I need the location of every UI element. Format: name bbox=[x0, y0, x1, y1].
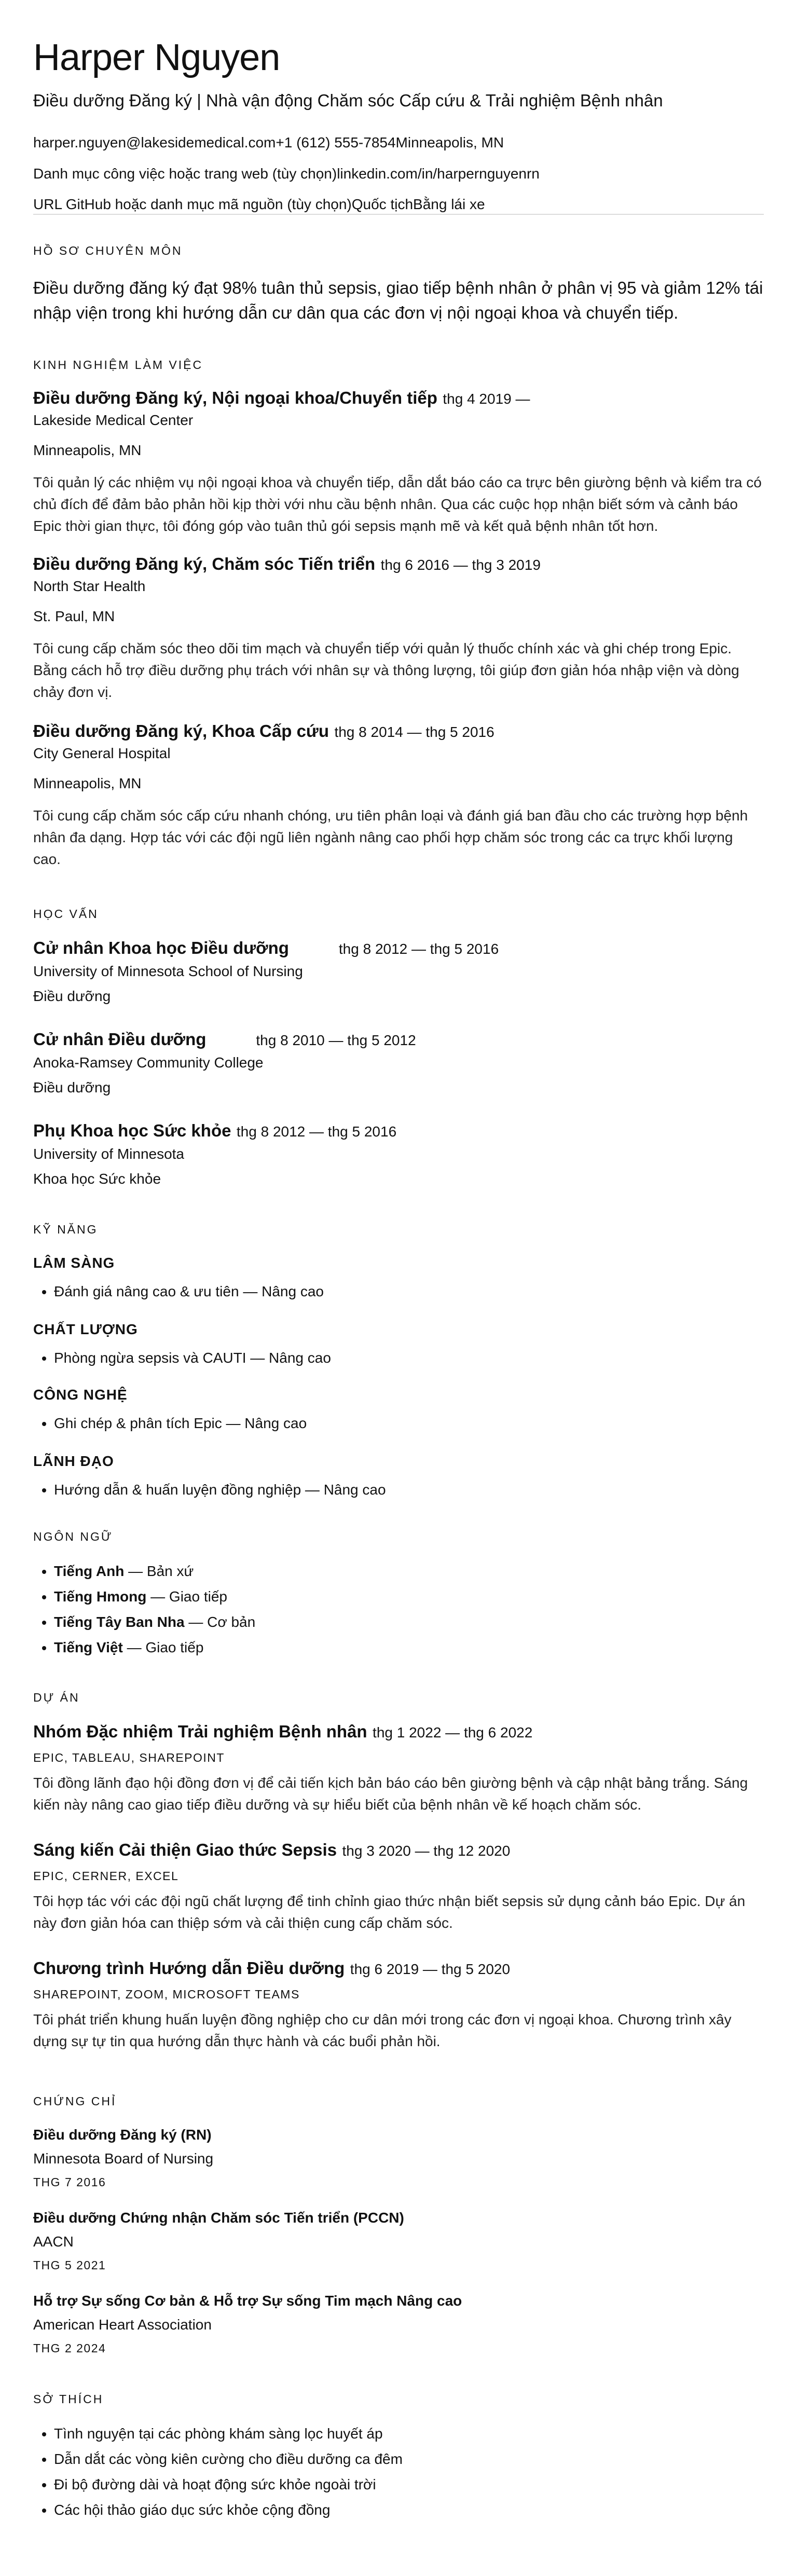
project-title: Nhóm Đặc nhiệm Trải nghiệm Bệnh nhân bbox=[33, 1722, 367, 1741]
certification-item bbox=[33, 2210, 764, 2272]
education-item bbox=[33, 1121, 764, 1189]
language-name: Tiếng Tây Ban Nha bbox=[54, 1614, 185, 1630]
skill-category: LÃNH ĐẠO bbox=[33, 1453, 114, 1469]
school-name: University of Minnesota School of Nursing bbox=[33, 963, 303, 979]
job-title: Điều dưỡng Đăng ký, Khoa Cấp cứu bbox=[33, 721, 329, 741]
language-level: — Cơ bản bbox=[188, 1614, 256, 1630]
project-dates: thg 3 2020 — thg 12 2020 bbox=[342, 1843, 511, 1859]
skill-group bbox=[33, 1255, 764, 1304]
degree-dates: thg 8 2012 — thg 5 2016 bbox=[236, 1123, 397, 1140]
skill-category: CÔNG NGHỆ bbox=[33, 1387, 128, 1403]
project-title: Sáng kiến Cải thiện Giao thức Sepsis bbox=[33, 1840, 337, 1859]
language-level: — Giao tiếp bbox=[150, 1588, 228, 1605]
project-description: Tôi đồng lãnh đạo hội đồng đơn vị để cải tiến kịch bản báo cáo bên giường bệnh và cập nhật bảng trắng. Sáng kiến này nâng cao giao tiếp điều dưỡng và sự hiểu biết của bệnh nhân về kế hoạch chăm sóc. bbox=[33, 1775, 748, 1813]
language-level: — Bản xứ bbox=[128, 1563, 194, 1579]
field-of-study: Điều dưỡng bbox=[33, 988, 111, 1005]
field-of-study: Điều dưỡng bbox=[33, 1079, 111, 1096]
job-dates: thg 8 2014 — thg 5 2016 bbox=[334, 724, 494, 740]
job-employer: Lakeside Medical Center bbox=[33, 412, 194, 428]
language-name: Tiếng Anh bbox=[54, 1563, 125, 1579]
degree-title: Phụ Khoa học Sức khỏe bbox=[33, 1121, 231, 1140]
job-dates: thg 4 2019 — bbox=[443, 391, 530, 407]
header-divider bbox=[33, 214, 764, 215]
contact-row-2 bbox=[33, 165, 764, 183]
project-description: Tôi phát triển khung huấn luyện đồng nghiệp cho cư dân mới trong các đơn vị ngoại khoa. Chương trình xây dựng sự tự tin qua hướng dẫn thực hành và các buổi phản hồi. bbox=[33, 2011, 732, 2049]
skill-group bbox=[33, 1321, 764, 1371]
project-item bbox=[33, 1958, 764, 2052]
experience-section bbox=[33, 358, 764, 372]
school-name: Anoka-Ramsey Community College bbox=[33, 1054, 264, 1071]
job-location: St. Paul, MN bbox=[33, 608, 115, 625]
project-description: Tôi hợp tác với các đội ngũ chất lượng để tinh chỉnh giao thức nhận biết sepsis sử dụng cảnh báo Epic. Dự án này đơn giản hóa can thiệp sớm và cải thiện cung cấp chăm sóc. bbox=[33, 1893, 746, 1931]
language-item bbox=[54, 1635, 764, 1660]
experience-item bbox=[33, 554, 764, 703]
job-title: Điều dưỡng Đăng ký, Chăm sóc Tiến triển bbox=[33, 554, 376, 573]
school-name: University of Minnesota bbox=[33, 1146, 185, 1162]
phone-number[interactable]: +1 (612) 555-7854 bbox=[276, 134, 396, 150]
section-title-profile: HỒ SƠ CHUYÊN MÔN bbox=[33, 244, 183, 257]
job-employer: City General Hospital bbox=[33, 745, 171, 761]
job-location: Minneapolis, MN bbox=[33, 775, 142, 792]
resume-header bbox=[33, 37, 764, 112]
experience-item bbox=[33, 388, 764, 537]
language-item bbox=[54, 1609, 764, 1635]
job-description: Tôi quản lý các nhiệm vụ nội ngoại khoa và chuyển tiếp, dẫn dắt báo cáo ca trực bên giường bệnh và kiểm tra có chủ đích để đảm bảo phản hồi kịp thời với nhu cầu bệnh nhân. Qua các cuộc họp nhận biết sớm và cảnh báo Epic thời gian thực, tôi đóng góp vào tuân thủ gói sepsis mạnh mẽ và kết quả bệnh nhân tốt hơn. bbox=[33, 474, 762, 534]
job-employer: North Star Health bbox=[33, 578, 146, 594]
skill-category: LÂM SÀNG bbox=[33, 1255, 115, 1271]
section-title-education: HỌC VẤN bbox=[33, 907, 99, 921]
skill-group bbox=[33, 1387, 764, 1436]
job-description: Tôi cung cấp chăm sóc cấp cứu nhanh chóng, ưu tiên phân loại và đánh giá ban đầu cho các trường hợp bệnh nhân đa dạng. Hợp tác với các đội ngũ liên ngành nâng cao phối hợp chăm sóc trong các ca trực khối lượng cao. bbox=[33, 807, 748, 867]
language-item bbox=[54, 1558, 764, 1584]
job-location: Minneapolis, MN bbox=[33, 442, 142, 459]
skills-section bbox=[33, 1223, 764, 1237]
certification-issuer: American Heart Association bbox=[33, 2317, 212, 2333]
degree-dates: thg 8 2012 — thg 5 2016 bbox=[338, 941, 499, 957]
project-item bbox=[33, 1840, 764, 1934]
section-title-interests: SỞ THÍCH bbox=[33, 2392, 104, 2406]
certification-date: THG 7 2016 bbox=[33, 2175, 106, 2189]
job-title: Điều dưỡng Đăng ký, Nội ngoại khoa/Chuyển tiếp bbox=[33, 388, 437, 407]
interest-item: • Tình nguyện tại các phòng khám sàng lọc huyết áp bbox=[54, 2421, 764, 2446]
language-item bbox=[54, 1584, 764, 1609]
project-item bbox=[33, 1722, 764, 1816]
skill-group bbox=[33, 1453, 764, 1502]
section-title-projects: DỰ ÁN bbox=[33, 1691, 80, 1704]
nationality-text: Quốc tịch bbox=[351, 196, 414, 213]
interest-item: • Đi bộ đường dài và hoạt động sức khỏe ngoài trời bbox=[54, 2472, 764, 2497]
experience-item bbox=[33, 721, 764, 870]
degree-dates: thg 8 2010 — thg 5 2012 bbox=[256, 1032, 416, 1048]
degree-title: Cử nhân Điều dưỡng bbox=[33, 1030, 207, 1049]
contact-info bbox=[33, 134, 764, 213]
skill-item: • Phòng ngừa sepsis và CAUTI — Nâng cao bbox=[54, 1345, 764, 1371]
contact-row-3 bbox=[33, 196, 764, 213]
degree-title: Cử nhân Khoa học Điều dưỡng bbox=[33, 938, 289, 957]
certification-title: Điều dưỡng Đăng ký (RN) bbox=[33, 2127, 212, 2143]
contact-row-1 bbox=[33, 134, 764, 152]
linkedin-link[interactable]: linkedin.com/in/harpernguyenrn bbox=[337, 165, 540, 182]
education-section bbox=[33, 907, 764, 921]
certifications-section bbox=[33, 2094, 764, 2108]
job-dates: thg 6 2016 — thg 3 2019 bbox=[380, 557, 541, 573]
certification-item bbox=[33, 2293, 764, 2355]
skill-category: CHẤT LƯỢNG bbox=[33, 1321, 138, 1337]
skill-item: • Đánh giá nâng cao & ưu tiên — Nâng cao bbox=[54, 1279, 764, 1304]
section-title-certifications: CHỨNG CHỈ bbox=[33, 2094, 117, 2108]
project-dates: thg 6 2019 — thg 5 2020 bbox=[350, 1961, 511, 1977]
education-item bbox=[33, 938, 764, 1006]
education-item bbox=[33, 1030, 764, 1098]
certification-issuer: AACN bbox=[33, 2234, 74, 2250]
candidate-tagline: Điều dưỡng Đăng ký | Nhà vận động Chăm sóc Cấp cứu & Trải nghiệm Bệnh nhân bbox=[33, 91, 663, 111]
location-text: Minneapolis, MN bbox=[395, 134, 504, 150]
profile-summary: Điều dưỡng đăng ký đạt 98% tuân thủ sepsis, giao tiếp bệnh nhân ở phân vị 95 và giảm 12% tái nhập viện trong khi hướng dẫn cư dân qua các đơn vị nội ngoại khoa và chuyển tiếp. bbox=[33, 278, 763, 322]
portfolio-link[interactable]: Danh mục công việc hoặc trang web (tùy chọn) bbox=[33, 165, 337, 182]
github-link[interactable]: URL GitHub hoặc danh mục mã nguồn (tùy chọn) bbox=[33, 196, 352, 213]
field-of-study: Khoa học Sức khỏe bbox=[33, 1171, 161, 1187]
skill-item: • Ghi chép & phân tích Epic — Nâng cao bbox=[54, 1410, 764, 1436]
language-level: — Giao tiếp bbox=[127, 1639, 204, 1655]
certification-issuer: Minnesota Board of Nursing bbox=[33, 2150, 214, 2167]
languages-section bbox=[33, 1530, 764, 1660]
section-title-experience: KINH NGHIỆM LÀM VIỆC bbox=[33, 358, 203, 372]
project-tools: EPIC, CERNER, EXCEL bbox=[33, 1869, 179, 1883]
profile-section bbox=[33, 244, 764, 325]
license-text: Bằng lái xe bbox=[413, 196, 485, 213]
language-name: Tiếng Việt bbox=[54, 1639, 123, 1655]
project-tools: EPIC, TABLEAU, SHAREPOINT bbox=[33, 1751, 225, 1764]
projects-section bbox=[33, 1691, 764, 1705]
section-title-skills: KỸ NĂNG bbox=[33, 1223, 98, 1236]
certification-item bbox=[33, 2127, 764, 2189]
language-name: Tiếng Hmong bbox=[54, 1588, 147, 1605]
interest-item: • Dẫn dắt các vòng kiên cường cho điều dưỡng ca đêm bbox=[54, 2446, 764, 2472]
skill-item: • Hướng dẫn & huấn luyện đồng nghiệp — Nâng cao bbox=[54, 1477, 764, 1502]
section-title-languages: NGÔN NGỮ bbox=[33, 1530, 113, 1543]
certification-date: THG 2 2024 bbox=[33, 2341, 106, 2355]
email-link[interactable]: harper.nguyen@lakesidemedical.com bbox=[33, 134, 276, 150]
certification-title: Điều dưỡng Chứng nhận Chăm sóc Tiến triển (PCCN) bbox=[33, 2210, 404, 2226]
certification-title: Hỗ trợ Sự sống Cơ bản & Hỗ trợ Sự sống Tim mạch Nâng cao bbox=[33, 2293, 462, 2309]
candidate-name: Harper Nguyen bbox=[33, 37, 280, 78]
certification-date: THG 5 2021 bbox=[33, 2258, 106, 2272]
interest-item: • Các hội thảo giáo dục sức khỏe cộng đồng bbox=[54, 2497, 764, 2523]
project-dates: thg 1 2022 — thg 6 2022 bbox=[373, 1724, 533, 1741]
interests-section bbox=[33, 2392, 764, 2523]
job-description: Tôi cung cấp chăm sóc theo dõi tim mạch và chuyển tiếp với quản lý thuốc chính xác và ghi chép trong Epic. Bằng cách hỗ trợ điều dưỡng phụ trách với nhân sự và thông lượng, tôi giúp đơn giản hóa nhập viện và dòng chảy đơn vị. bbox=[33, 640, 739, 700]
project-tools: SHAREPOINT, ZOOM, MICROSOFT TEAMS bbox=[33, 1988, 300, 2001]
project-title: Chương trình Hướng dẫn Điều dưỡng bbox=[33, 1958, 345, 1978]
